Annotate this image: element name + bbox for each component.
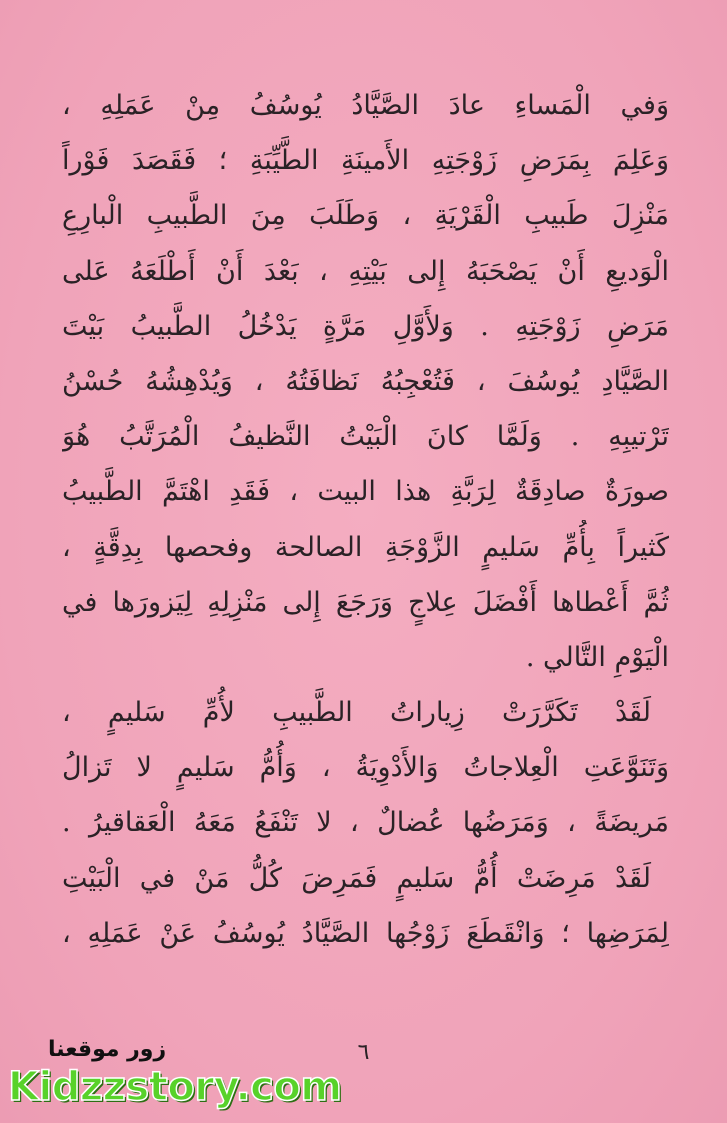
story-line: وَفي الْمَساءِ عادَ الصَّيَّادُ يُوسُفُ مِنْ عَمَلِهِ ، — [62, 90, 669, 121]
story-line: كَثيراً بِأُمِّ سَليمٍ الزَّوْجَةِ الصالحة وفحصها بِدِقَّةٍ ، — [62, 531, 669, 563]
story-line: تَرْتيبِهِ . وَلَمَّا كانَ الْبَيْتُ النَّظيفُ الْمُرَتَّبُ هُوَ — [62, 421, 669, 453]
watermark-visit-text: زور موقعنا — [48, 1037, 167, 1062]
story-line: ثُمَّ أَعْطاها أَفْضَلَ عِلاجٍ وَرَجَعَ إِلى مَنْزِلِهِ لِيَزورَها في — [62, 586, 669, 618]
story-line: الْيَوْمِ التَّالي . — [525, 641, 669, 673]
story-line: لَقَدْ مَرِضَتْ أُمُّ سَليمٍ فَمَرِضَ كُلُّ مَنْ في الْبَيْتِ — [62, 862, 651, 894]
story-line: لَقَدْ تَكَرَّرَتْ زِياراتُ الطَّبيبِ لأُمِّ سَليمٍ ، — [62, 697, 651, 729]
story-line: لِمَرَضِها ؛ وَانْقَطَعَ زَوْجُها الصَّيَّادُ يُوسُفُ عَنْ عَمَلِهِ ، — [62, 917, 669, 949]
story-line: الصَّيَّادِ يُوسُفَ ، فَتُعْجِبُهُ نَظافَتُهُ ، وَيُدْهِشُهُ حُسْنُ — [62, 365, 669, 397]
story-text — [62, 78, 669, 961]
watermark-site-logo: Kidzzstory.com — [8, 1064, 342, 1110]
story-line: صورَةٌ صادِقَةٌ لِرَبَّةِ هذا البيت ، فَقَدِ اهْتَمَّ الطَّبيبُ — [62, 476, 669, 508]
story-line: مَرَضِ زَوْجَتِهِ . وَلأَوَّلِ مَرَّةٍ يَدْخُلُ الطَّبيبُ بَيْتَ — [62, 310, 669, 342]
page-number: ٦ — [357, 1040, 370, 1065]
story-line: الْوَديعِ أَنْ يَصْحَبَهُ إِلى بَيْتِهِ ، بَعْدَ أَنْ أَطْلَعَهُ عَلى — [62, 255, 669, 287]
story-line: وَعَلِمَ بِمَرَضِ زَوْجَتِهِ الأَمينَةِ الطَّيِّبَةِ ؛ فَقَصَدَ فَوْراً — [62, 145, 669, 177]
story-line: مَريضَةً ، وَمَرَضُها عُضالٌ ، لا تَنْفَعُ مَعَهُ الْعَقاقيرُ . — [62, 807, 669, 839]
story-line: مَنْزِلَ طَبيبِ الْقَرْيَةِ ، وَطَلَبَ مِنَ الطَّبيبِ الْبارِعِ — [62, 200, 669, 232]
story-line: وَتَنَوَّعَتِ الْعِلاجاتُ وَالأَدْوِيَةُ ، وَأُمُّ سَليمٍ لا تَزالُ — [62, 752, 669, 784]
